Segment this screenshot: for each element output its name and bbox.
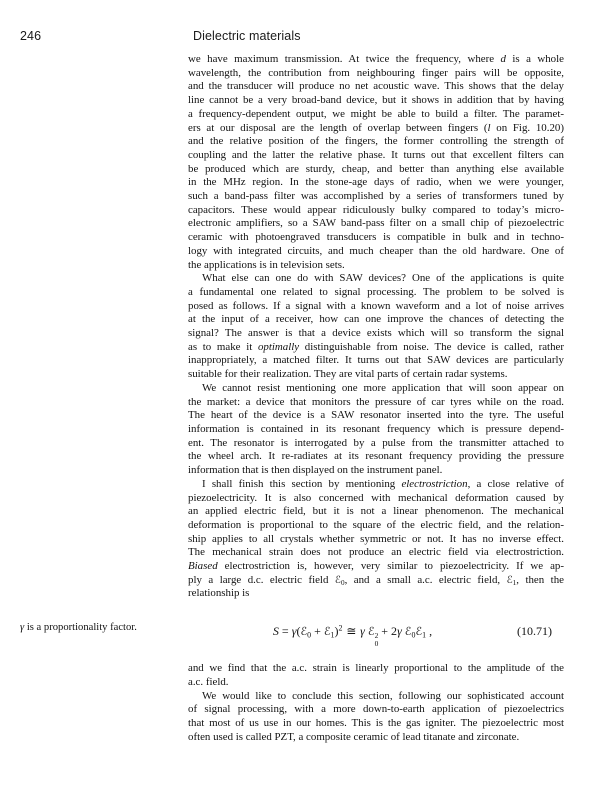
text-line: ers at our disposal are the length of overlap between fingers (l on Fig. 10.20) [188, 121, 564, 134]
sup-sub-stack: 2 0 [374, 631, 379, 648]
text-line: and the transducer will produce no net acoustic wave. This shows that the delay [188, 80, 564, 93]
text-line: the wheel arch. It re-radiates at its resonant frequency providing the pressure [188, 450, 564, 463]
text-line: the market: a device that monitors the pressure of car tyres while on the road. [188, 395, 564, 408]
equation [188, 620, 564, 647]
page-number: 246 [20, 29, 42, 43]
text-line: The mechanical strain does not produce an electric field via electrostriction. [188, 546, 564, 559]
text-line: that most of us use in our homes. This is the gas igniter. The piezoelectric most [188, 717, 564, 730]
text-line: relationship is [188, 587, 250, 600]
text-line: we have maximum transmission. At twice the frequency, where d is a whole [188, 53, 564, 65]
running-head: Dielectric materials [193, 29, 301, 43]
margin-note: γ is a proportionality factor. [20, 622, 137, 633]
text-line: such a band-pass filter was accomplished by a series of transformers tuned by [188, 190, 564, 203]
text-line: in the MHz region. In the stone-age days of radio, when we were younger, [188, 176, 564, 189]
text-line: information that is then displayed on the instrument panel. [188, 464, 443, 477]
text-line: suitable for their realization. They are vital parts of certain radar systems. [188, 368, 508, 381]
text-line: ceramic with photoengraved transducers is compatible in bulk and in techno- [188, 231, 564, 244]
text-line: a frequency-dependent output, we might be able to build a filter. The paramet- [188, 107, 564, 120]
text-line: capacitors. These would appear ridiculously bulky compared to today’s micro- [188, 203, 564, 216]
text-line: be produced which are sturdy, cheap, and better than anything else available [188, 162, 564, 175]
text-line: often used is called PZT, a composite ceramic of lead titanate and zirconate. [188, 730, 520, 743]
text-line: ship applies to all crystals whether symmetric or not. It has no inverse effect. [188, 532, 564, 545]
text-line: electronic amplifiers, so a SAW band-pass filter on a small chip of piezoelectric [188, 217, 564, 230]
text-line: the applications is in television sets. [188, 258, 345, 271]
text-line: and we find that the a.c. strain is linearly proportional to the amplitude of the [188, 662, 564, 675]
text-line: I shall finish this section by mentioning electrostriction, a close relative of [202, 477, 564, 490]
text-line: a.c. field. [188, 675, 229, 688]
equation-expression: S = γ(ℰ$_0$ + ℰ$_1$)$^2$ ≅ γ ℰ 2 0 + 2γ ℰ$_0$ℰ$_1$ , [272, 623, 433, 648]
text-line: Biased electrostriction is, however, very similar to piezoelectricity. If we ap- [188, 560, 564, 573]
text-line: ply a large d.c. electric field ℰ$_0$, and a small a.c. electric field, ℰ$_1$, then the [188, 573, 564, 587]
text-line: What else can one do with SAW devices? One of the applications is quite [202, 272, 564, 285]
text-line: ent. The resonator is interrogated by a pulse from the transmitter attached to [188, 436, 564, 449]
text-line: line cannot be a very broad-band device, but it shows in addition that by having [188, 94, 564, 107]
text-line: and the relative position of the fingers, the former controlling the strength of [188, 135, 564, 148]
text-line: as to make it optimally distinguishable from noise. The device is called, rather [188, 340, 564, 353]
text-line: inappropriately, a matched filter. It turns out that SAW devices are particularly [188, 354, 564, 367]
text-line: information is contained in its resonant frequency which is pressure depend- [188, 422, 564, 435]
text-line: logy with integrated circuits, and much cheaper than the old hardware. One of [188, 244, 564, 257]
text-line: piezoelectricity. It is also concerned with mechanical deformation caused by [188, 491, 564, 504]
text-line: an applied electric field, but it is not a linear phenomenon. The mechanical [188, 505, 564, 518]
text-line: The heart of the device is a SAW resonator inserted into the tyre. The useful [188, 409, 564, 422]
text-line: of signal processing, with a more down-to-earth application of piezoelectrics [188, 703, 564, 716]
body-text [188, 53, 564, 744]
text-line: coupling and the latter the relative phase. It turns out that excellent filters can [188, 148, 564, 161]
text-line: posed as follows. If a signal with a known waveform and a lot of noise arrives [188, 299, 564, 312]
text-line: We cannot resist mentioning one more application that will soon appear on [202, 381, 564, 394]
text-line: at the input of a receiver, how can one improve the chances of detecting the [188, 313, 564, 326]
equation-number: (10.71) [517, 624, 552, 639]
text-line: wavelength, the contribution from neighbouring finger pairs will be opposite, [188, 66, 564, 79]
text-line: signal? The answer is that a device exists which will so transform the signal [188, 327, 564, 340]
text-line: We would like to conclude this section, following our sophisticated account [202, 689, 564, 702]
text-line: a fundamental one related to signal processing. The problem to be solved is [188, 285, 564, 298]
text-line: deformation is proportional to the square of the electric field, and the relation- [188, 518, 564, 531]
